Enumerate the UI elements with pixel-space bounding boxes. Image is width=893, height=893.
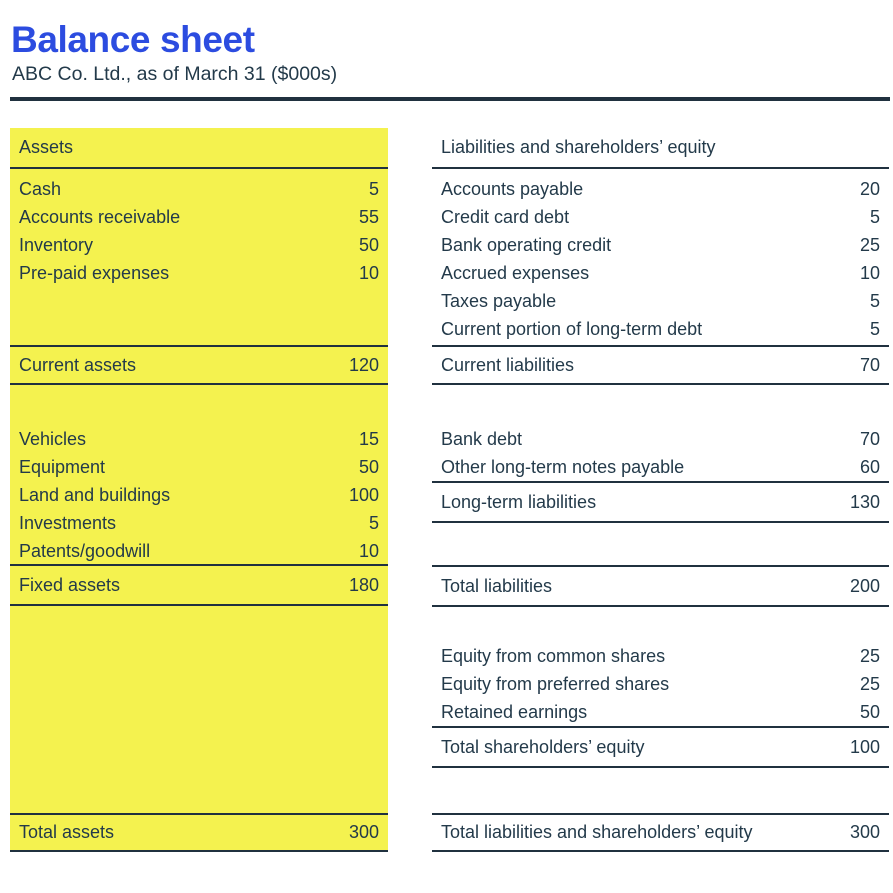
total-label: Total liabilities [441, 575, 553, 596]
line-item-value: 15 [358, 428, 379, 449]
line-item-value: 60 [859, 456, 880, 477]
line-item-label: Retained earnings [441, 701, 588, 722]
line-item-row [432, 642, 889, 670]
line-item-value: 5 [368, 512, 379, 533]
line-item-value: 25 [859, 234, 880, 255]
line-item-value: 50 [358, 234, 379, 255]
current-assets-subtotal-row [10, 345, 388, 385]
line-item-label: Equipment [19, 456, 106, 477]
line-item-label: Accounts receivable [19, 206, 181, 227]
line-item-label: Bank debt [441, 428, 523, 449]
subtotal-value: 180 [348, 574, 379, 595]
assets-column [10, 128, 388, 852]
total-assets-row [10, 813, 388, 852]
fixed-assets-subtotal-row [10, 564, 388, 606]
line-item-label: Land and buildings [19, 484, 171, 505]
line-item-row [10, 425, 388, 453]
current-liabilities-items [432, 175, 889, 343]
line-item-row [10, 175, 388, 203]
line-item-value: 55 [358, 206, 379, 227]
page-title: Balance sheet [11, 19, 255, 60]
line-item-row [10, 537, 388, 565]
line-item-value: 5 [869, 206, 880, 227]
line-item-row [432, 175, 889, 203]
line-item-row [432, 698, 889, 726]
line-item-label: Cash [19, 178, 62, 199]
line-item-value: 5 [869, 290, 880, 311]
line-item-label: Other long-term notes payable [441, 456, 685, 477]
line-item-label: Pre-paid expenses [19, 262, 170, 283]
line-item-value: 10 [358, 262, 379, 283]
equity-subtotal-row [432, 726, 889, 768]
total-value: 200 [849, 575, 880, 596]
page-subtitle: ABC Co. Ltd., as of March 31 ($000s) [12, 63, 338, 85]
line-item-row [432, 231, 889, 259]
line-item-label: Patents/goodwill [19, 540, 151, 561]
current-assets-items [10, 175, 388, 287]
line-item-row [432, 670, 889, 698]
subtotal-label: Fixed assets [19, 574, 121, 595]
title-divider [10, 97, 890, 101]
line-item-row [432, 287, 889, 315]
line-item-label: Equity from common shares [441, 645, 666, 666]
current-liabilities-subtotal-row [432, 345, 889, 385]
liabilities-header [432, 128, 889, 169]
subtotal-label: Long-term liabilities [441, 491, 597, 512]
assets-header [10, 128, 388, 169]
line-item-label: Taxes payable [441, 290, 557, 311]
line-item-row [432, 425, 889, 453]
line-item-value: 10 [859, 262, 880, 283]
fixed-assets-items [10, 425, 388, 565]
subtotal-value: 130 [849, 491, 880, 512]
line-item-label: Current portion of long-term debt [441, 318, 703, 339]
line-item-label: Credit card debt [441, 206, 570, 227]
total-label: Total liabilities and shareholders’ equity [441, 822, 753, 842]
line-item-value: 10 [358, 540, 379, 561]
total-liabilities-row [432, 565, 889, 607]
line-item-row [10, 203, 388, 231]
subtotal-label: Current assets [19, 354, 137, 375]
line-item-value: 70 [859, 428, 880, 449]
longterm-liabilities-items [432, 425, 889, 481]
total-label: Total assets [19, 822, 115, 842]
line-item-row [10, 481, 388, 509]
line-item-label: Bank operating credit [441, 234, 612, 255]
line-item-row [10, 509, 388, 537]
subtotal-value: 70 [859, 354, 880, 375]
line-item-label: Inventory [19, 234, 94, 255]
line-item-value: 25 [859, 645, 880, 666]
line-item-value: 5 [368, 178, 379, 199]
line-item-row [432, 315, 889, 343]
total-value: 300 [348, 822, 379, 842]
line-item-label: Accrued expenses [441, 262, 590, 283]
line-item-row [432, 259, 889, 287]
line-item-label: Equity from preferred shares [441, 673, 670, 694]
grand-total-row [432, 813, 889, 852]
subtotal-value: 120 [348, 354, 379, 375]
subtotal-value: 100 [849, 736, 880, 757]
subtotal-label: Total shareholders’ equity [441, 736, 645, 757]
subtotal-label: Current liabilities [441, 354, 575, 375]
line-item-value: 25 [859, 673, 880, 694]
equity-items [432, 642, 889, 726]
line-item-label: Vehicles [19, 428, 87, 449]
line-item-value: 50 [358, 456, 379, 477]
line-item-row [10, 231, 388, 259]
line-item-label: Investments [19, 512, 117, 533]
line-item-row [10, 259, 388, 287]
liabilities-column [432, 128, 889, 852]
line-item-value: 20 [859, 178, 880, 199]
line-item-value: 50 [859, 701, 880, 722]
assets-header-label: Assets [19, 137, 74, 157]
line-item-row [432, 203, 889, 231]
line-item-row [10, 453, 388, 481]
liabilities-header-label: Liabilities and shareholders’ equity [441, 137, 716, 157]
line-item-label: Accounts payable [441, 178, 584, 199]
total-value: 300 [849, 822, 880, 842]
line-item-value: 5 [869, 318, 880, 339]
longterm-liabilities-subtotal-row [432, 481, 889, 523]
line-item-value: 100 [348, 484, 379, 505]
line-item-row [432, 453, 889, 481]
